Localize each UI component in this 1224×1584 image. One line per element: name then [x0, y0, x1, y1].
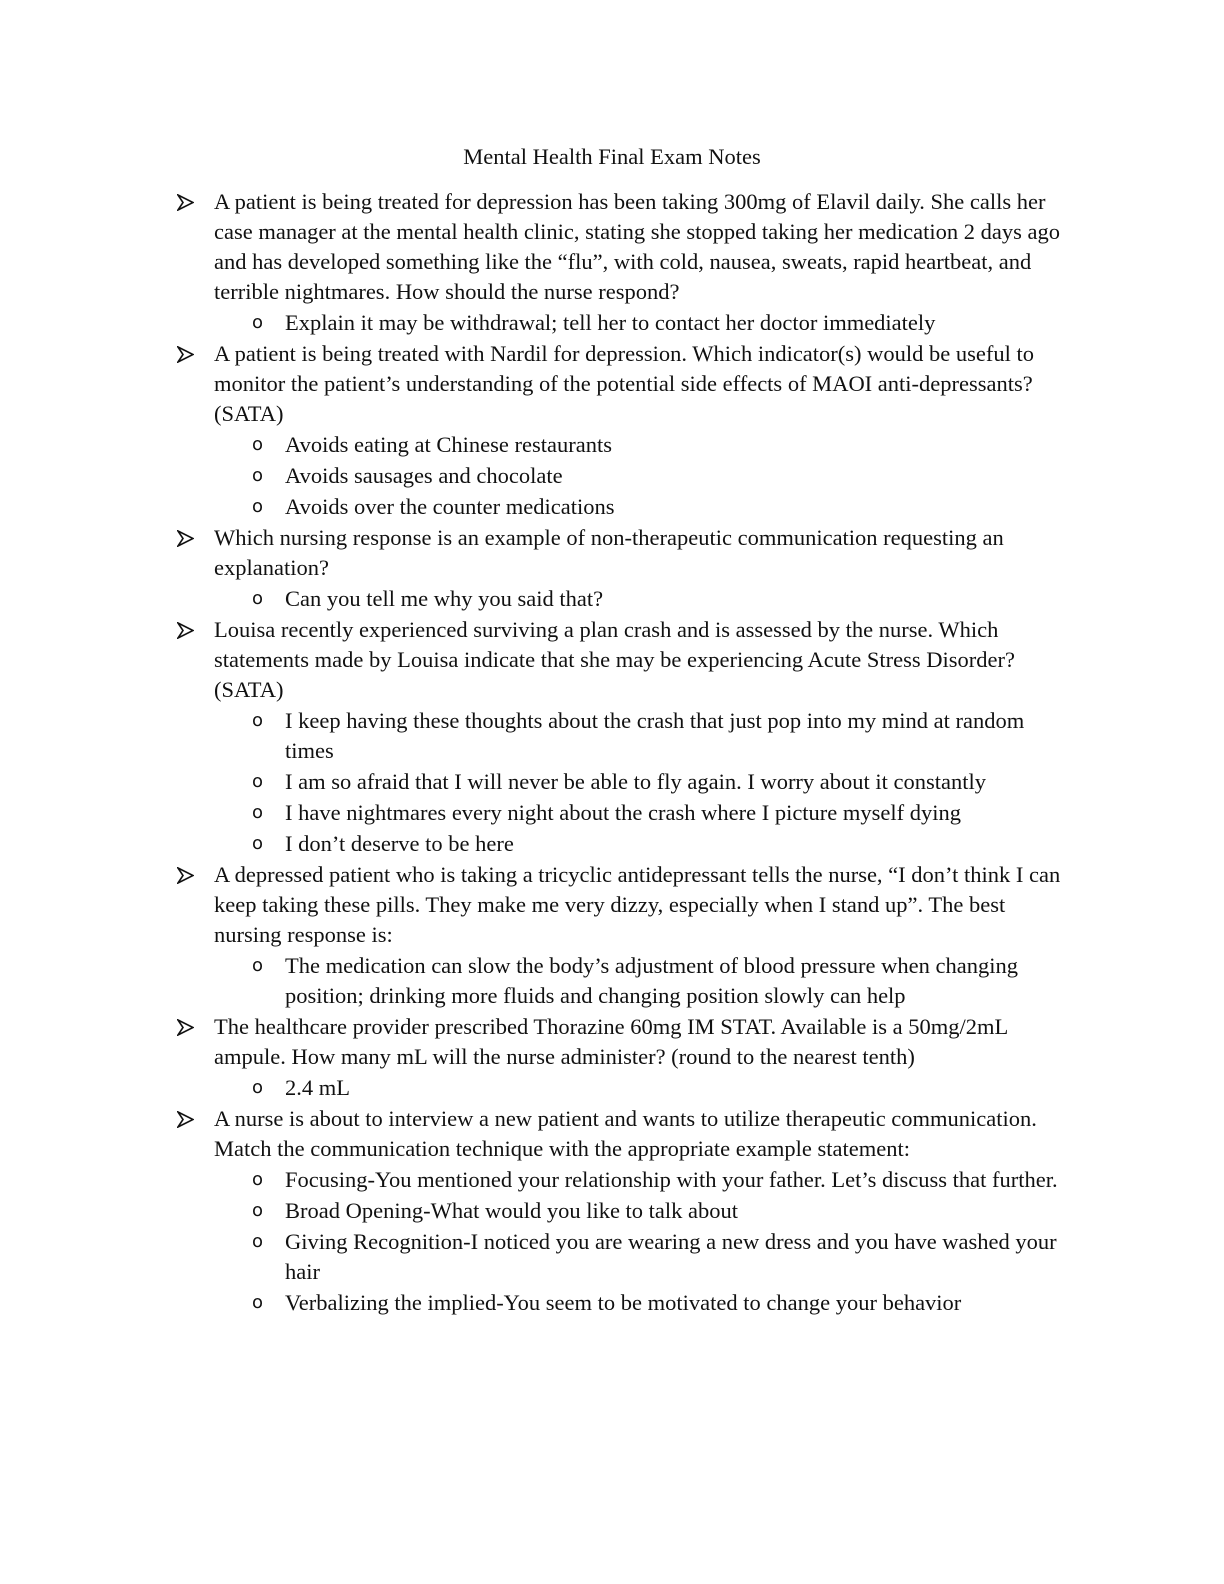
- answer-item: [214, 1288, 1076, 1318]
- answer-text: I am so afraid that I will never be able to fly again. I worry about it constantly: [285, 769, 987, 794]
- answer-list: [214, 430, 1076, 522]
- answer-list: [214, 951, 1076, 1011]
- question-text: A patient is being treated for depression has been taking 300mg of Elavil daily. She calls her case manager at the mental health clinic, stating she stopped taking her medication 2 days ago and has developed something like the “flu”, with cold, nausea, sweats, rapid heartbeat, and terrible nightmares. How should the nurse respond?: [214, 189, 1060, 304]
- circle-bullet-icon: o: [252, 312, 264, 333]
- answer-text: Can you tell me why you said that?: [285, 586, 604, 611]
- answer-text: I have nightmares every night about the crash where I picture myself dying: [285, 800, 962, 825]
- question-text: A depressed patient who is taking a tricyclic antidepressant tells the nurse, “I don’t think I can keep taking these pills. They make me very dizzy, especially when I stand up”. The best nursing response is:: [214, 862, 1061, 947]
- answer-text: Explain it may be withdrawal; tell her to contact her doctor immediately: [285, 310, 936, 335]
- circle-bullet-icon: o: [252, 588, 264, 609]
- question-item: [0, 1012, 1224, 1103]
- arrowhead-bullet-icon: [177, 340, 195, 368]
- question-item: [0, 339, 1224, 522]
- answer-text: Verbalizing the implied-You seem to be motivated to change your behavior: [285, 1290, 962, 1315]
- circle-bullet-icon: o: [252, 833, 264, 854]
- answer-text: Giving Recognition-I noticed you are wearing a new dress and you have washed your hair: [285, 1229, 1057, 1284]
- circle-bullet-icon: o: [252, 955, 264, 976]
- answer-item: [214, 1227, 1076, 1287]
- circle-bullet-icon: o: [252, 496, 264, 517]
- circle-bullet-icon: o: [252, 1292, 264, 1313]
- answer-list: [214, 584, 1076, 614]
- answer-list: [214, 1165, 1076, 1318]
- circle-bullet-icon: o: [252, 1169, 264, 1190]
- answer-text: 2.4 mL: [285, 1075, 350, 1100]
- question-item: [0, 523, 1224, 614]
- question-item: [0, 615, 1224, 859]
- circle-bullet-icon: o: [252, 802, 264, 823]
- answer-item: [214, 1196, 1076, 1226]
- arrowhead-bullet-icon: [177, 524, 195, 552]
- question-item: [0, 1104, 1224, 1318]
- answer-item: [214, 1073, 1076, 1103]
- answer-item: [214, 829, 1076, 859]
- arrowhead-bullet-icon: [177, 188, 195, 216]
- answer-item: [214, 951, 1076, 1011]
- answer-item: [214, 308, 1076, 338]
- question-text: A nurse is about to interview a new patient and wants to utilize therapeutic communication. Match the communication technique with the appropriate example statement:: [214, 1106, 1037, 1161]
- circle-bullet-icon: o: [252, 465, 264, 486]
- circle-bullet-icon: o: [252, 771, 264, 792]
- circle-bullet-icon: o: [252, 1231, 264, 1252]
- arrowhead-bullet-icon: [177, 861, 195, 889]
- question-text: The healthcare provider prescribed Thorazine 60mg IM STAT. Available is a 50mg/2mL ampule. How many mL will the nurse administer? (round to the nearest tenth): [214, 1014, 1008, 1069]
- answer-list: [214, 308, 1076, 338]
- circle-bullet-icon: o: [252, 1077, 264, 1098]
- answer-item: [214, 767, 1076, 797]
- question-text: A patient is being treated with Nardil for depression. Which indicator(s) would be useful to monitor the patient’s understanding of the potential side effects of MAOI anti-depressants? (SATA): [214, 341, 1035, 426]
- answer-text: Avoids over the counter medications: [285, 494, 615, 519]
- answer-item: [214, 584, 1076, 614]
- circle-bullet-icon: o: [252, 710, 264, 731]
- answer-item: [214, 798, 1076, 828]
- question-item: [0, 860, 1224, 1011]
- answer-text: I don’t deserve to be here: [285, 831, 514, 856]
- question-text: Louisa recently experienced surviving a plan crash and is assessed by the nurse. Which statements made by Louisa indicate that she may be experiencing Acute Stress Disorder? (SATA): [214, 617, 1016, 702]
- answer-item: [214, 430, 1076, 460]
- answer-text: Avoids eating at Chinese restaurants: [285, 432, 612, 457]
- answer-text: The medication can slow the body’s adjustment of blood pressure when changing position; drinking more fluids and changing position slowly can help: [285, 953, 1018, 1008]
- answer-text: Avoids sausages and chocolate: [285, 463, 563, 488]
- answer-list: [214, 1073, 1076, 1103]
- document-title: Mental Health Final Exam Notes: [463, 144, 761, 169]
- answer-list: [214, 706, 1076, 859]
- arrowhead-bullet-icon: [177, 1013, 195, 1041]
- arrowhead-bullet-icon: [177, 616, 195, 644]
- circle-bullet-icon: o: [252, 434, 264, 455]
- question-item: [0, 187, 1224, 338]
- question-list: [0, 187, 1224, 1319]
- answer-text: I keep having these thoughts about the crash that just pop into my mind at random times: [285, 708, 1025, 763]
- answer-item: [214, 492, 1076, 522]
- answer-text: Focusing-You mentioned your relationship with your father. Let’s discuss that further.: [285, 1167, 1058, 1192]
- question-text: Which nursing response is an example of non-therapeutic communication requesting an explanation?: [214, 525, 1004, 580]
- answer-item: [214, 706, 1076, 766]
- answer-text: Broad Opening-What would you like to talk about: [285, 1198, 739, 1223]
- arrowhead-bullet-icon: [177, 1105, 195, 1133]
- answer-item: [214, 461, 1076, 491]
- answer-item: [214, 1165, 1076, 1195]
- circle-bullet-icon: o: [252, 1200, 264, 1221]
